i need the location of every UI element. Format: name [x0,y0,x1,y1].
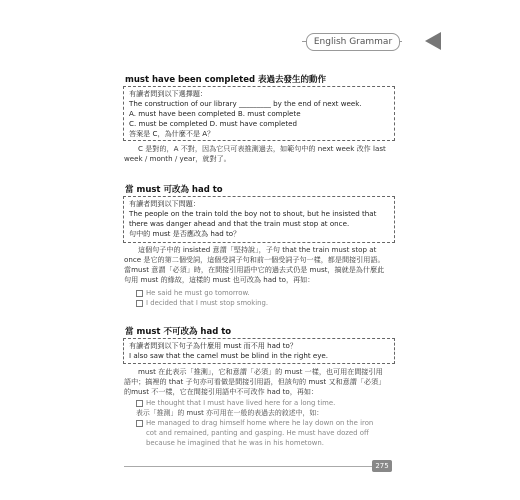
paragraph-line: 這個句子中的 insisted 意謂「堅持說」，子句 that the train must stop at [138,245,377,254]
example-text: I decided that I must stop smoking. [146,299,269,307]
section3-example-continued: because he imagined that he was in his hometown. [146,439,324,447]
paragraph-line: 語中；搞裡的 that 子句亦可看做是間接引用語，但該句的 must 又和意謂「必須」 [124,377,386,386]
section3-question-box [123,338,395,364]
section3-box-line: I also saw that the camel must be blind in the right eye. [129,351,329,360]
section2-box-follow: 句中的 must 是否應改為 had to？ [129,229,241,238]
header-label: English Grammar [306,33,400,51]
footer-rule [124,466,372,467]
example-text: He thought that I must have lived here for a long time. [146,399,336,407]
section1-box-line: A. must have been completed B. must complete [129,109,301,118]
section1-explanation [124,144,404,164]
section2-example [136,288,250,298]
section3-example [136,418,373,428]
checkbox-icon [136,400,143,407]
section1-box-line: The construction of our library _________ by the end of next week. [129,99,362,108]
section1-question-box [123,86,395,141]
page-number: 275 [372,460,392,472]
section3-title: 當 must 不可改為 had to [125,327,232,337]
section1-box-line: 答案是 C，為什麼不是 A？ [129,129,215,138]
paragraph-line: must 在此表示「推測」，它和意謂「必須」的 must 一樣，也可用在間接引用 [138,367,383,376]
section3-note [136,408,323,418]
example-text: He said he must go tomorrow. [146,289,250,297]
paragraph-line: C 是對的，A 不對，因為它只可表推測過去，如範句中的 next week 改作 last [138,144,386,153]
section3-box-label: 有讀者問到以下句子為什麼用 must 而不用 had to？ [129,341,297,350]
section2-explanation [124,245,414,285]
section3-example [136,398,335,408]
paragraph-line: 當must 意謂「必須」時，在間接引用語中它的過去式仍是 must，搞就是為什麼此 [124,265,385,274]
checkbox-icon [136,300,143,307]
section1-box-label: 有讀者問到以下選擇題： [129,89,208,98]
paragraph-line: week / month / year，就對了。 [124,154,231,163]
section2-example [136,298,268,308]
section3-explanation [124,367,414,397]
header-arrow-icon [425,32,441,50]
section2-box-label: 有讀者問到以下問題： [129,199,200,208]
checkbox-icon [136,420,143,427]
section2-question-box [123,196,395,243]
section2-title: 當 must 可改為 had to [125,185,223,195]
paragraph-line: 句用 must 的緣故，這樣的 must 也可改為 had to，再如： [124,275,315,284]
paragraph-line: once 是它的第二個受詞，這個受詞子句和前一個受詞子句一樣，都是間接引用語。 [124,255,385,264]
section2-box-question: The people on the train told the boy not to shout, but he insisted that there was danger ahead and that the train must stop at once. [129,209,377,228]
section1-box-line: C. must be completed D. must have completed [129,119,298,128]
paragraph-line: 的must 不一樣，它在間接引用語中不可改作 had to，再如： [124,387,319,396]
checkbox-icon [136,290,143,297]
section1-title: must have been completed 表過去發生的動作 [125,75,327,85]
section3-example-continued: cot and remained, panting and gasping. He must have dozed off [146,429,369,437]
note-text: 表示「推測」的 must 亦可用在一般的表過去的敘述中，如： [136,409,324,417]
example-text: He managed to drag himself home where he lay down on the iron [146,419,374,427]
